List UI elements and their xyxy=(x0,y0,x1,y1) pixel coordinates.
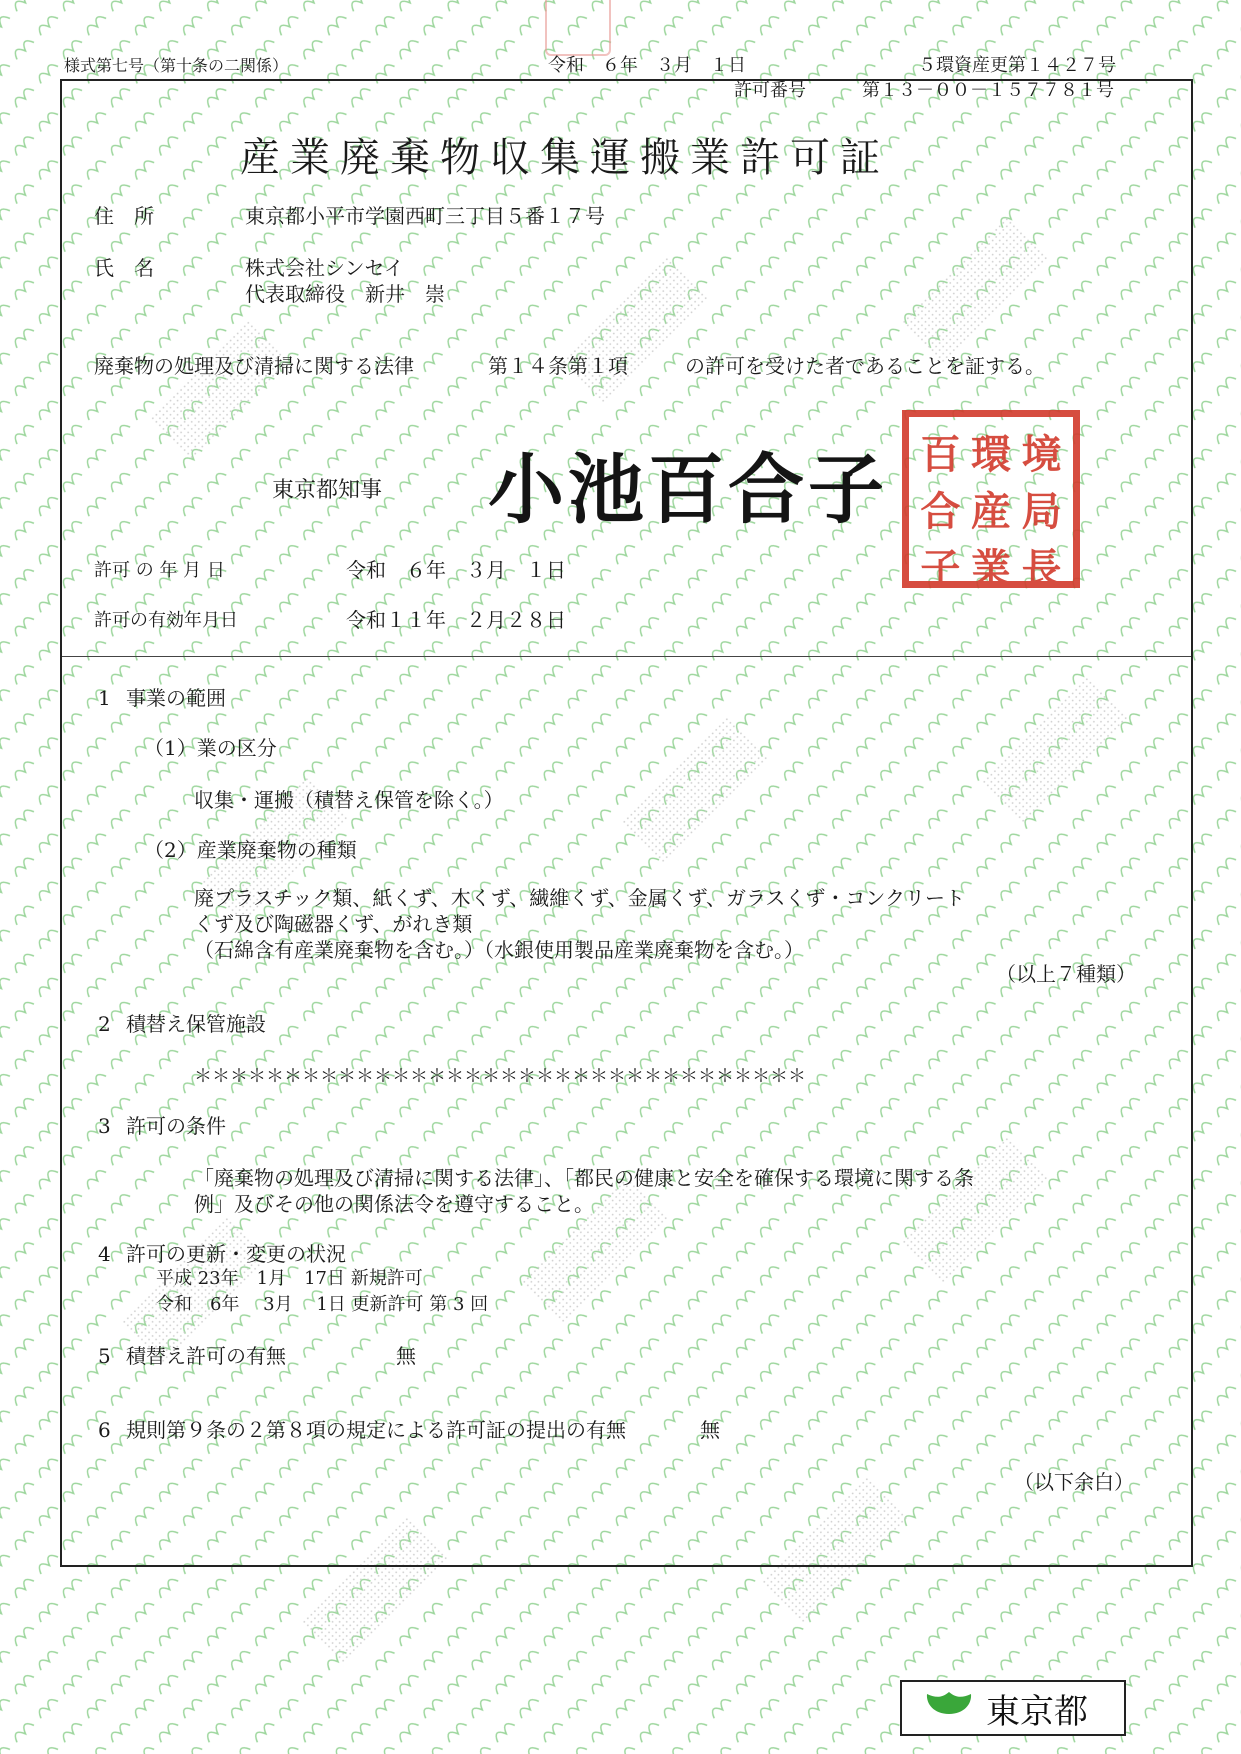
permit-number: 第１３－００－１５７７８１号 xyxy=(862,80,1114,101)
seal-char: 環 xyxy=(970,431,1011,478)
section-6-title: 規則第９条の２第８項の規定による許可証の提出の有無 xyxy=(126,1418,626,1442)
address-label: 住 所 xyxy=(94,204,154,228)
section-1-2-label: （2）産業廃棄物の種類 xyxy=(144,838,357,862)
section-1-title: 事業の範囲 xyxy=(126,686,226,710)
permit-number-label: 許可番号 xyxy=(734,80,806,101)
seal-char: 合 xyxy=(920,488,961,535)
closing-remark: （以下余白） xyxy=(1014,1470,1134,1494)
section-3-title: 許可の条件 xyxy=(126,1114,226,1138)
issue-date: 令和 ６年 ３月 １日 xyxy=(548,55,746,76)
seal-char: 局 xyxy=(1021,488,1062,535)
law-name: 廃棄物の処理及び清掃に関する法律 xyxy=(94,354,414,378)
section-3-number: 3 xyxy=(98,1114,111,1138)
section-1-number: 1 xyxy=(98,686,111,710)
section-5-title: 積替え許可の有無 xyxy=(126,1344,286,1368)
certification-statement: の許可を受けた者であることを証する。 xyxy=(685,354,1045,378)
history-line-2: 令和 6年 3月 1日 更新許可 第 3 回 xyxy=(156,1294,489,1315)
seal-char: 産 xyxy=(970,488,1011,535)
address-value: 東京都小平市学園西町三丁目５番１７号 xyxy=(245,204,605,228)
section-4-number: 4 xyxy=(98,1242,111,1266)
waste-types-line-1: 廃プラスチック類、紙くず、木くず、繊維くず、金属くず、ガラスくず・コンクリート xyxy=(194,886,965,910)
company-name: 株式会社シンセイ xyxy=(245,256,404,280)
permit-date: 令和 ６年 ３月 １日 xyxy=(346,558,566,582)
section-5-value: 無 xyxy=(396,1344,416,1368)
history-line-1: 平成 23年 1月 17日 新規許可 xyxy=(156,1268,423,1289)
section-6-value: 無 xyxy=(700,1418,720,1442)
section-2-title: 積替え保管施設 xyxy=(126,1012,266,1036)
issuer-title: 東京都知事 xyxy=(272,478,383,503)
section-6-number: 6 xyxy=(98,1418,111,1442)
seal-char: 百 xyxy=(920,431,961,478)
page-title: 産業廃棄物収集運搬業許可証 xyxy=(240,135,890,181)
expiry-date-label: 許可の有効年月日 xyxy=(94,610,238,631)
permit-date-label: 許可 の 年 月 日 xyxy=(94,560,225,581)
seal-char: 長 xyxy=(1021,545,1062,592)
waste-types-line-3: （石綿含有産業廃棄物を含む。）（水銀使用製品産業廃棄物を含む。） xyxy=(194,938,804,962)
section-4-title: 許可の更新・変更の状況 xyxy=(126,1242,346,1266)
document-number: ５環資産更第１４２７号 xyxy=(918,55,1116,76)
name-label: 氏 名 xyxy=(94,256,154,280)
section-5-number: 5 xyxy=(98,1344,111,1368)
seal-char: 子 xyxy=(920,545,961,592)
section-1-1-label: （1）業の区分 xyxy=(144,736,277,760)
official-seal xyxy=(902,410,1080,592)
waste-types-count: （以上７種類） xyxy=(996,962,1136,986)
expiry-date: 令和１１年 ２月２８日 xyxy=(346,608,566,632)
section-1-1-text: 収集・運搬（積替え保管を除く。） xyxy=(194,788,504,812)
tokyo-metropolitan-logo xyxy=(900,1680,1126,1736)
seal-char: 境 xyxy=(1021,431,1062,478)
seal-char: 業 xyxy=(970,545,1011,592)
ginkgo-leaf-icon xyxy=(924,1688,974,1728)
law-article: 第１４条第１項 xyxy=(488,354,628,378)
representative-name: 代表取締役 新井 崇 xyxy=(245,282,445,306)
governor-signature: 小池百合子 xyxy=(488,445,888,534)
storage-facility-placeholder: ＊＊＊＊＊＊＊＊＊＊＊＊＊＊＊＊＊＊＊＊＊＊＊＊＊＊＊＊＊＊＊＊＊＊ xyxy=(194,1066,806,1087)
conditions-line-2: 例」及びその他の関係法令を遵守すること。 xyxy=(194,1192,594,1216)
waste-types-line-2: くず及び陶磁器くず、がれき類 xyxy=(194,912,473,936)
form-label: 様式第七号（第十条の二関係） xyxy=(64,56,289,75)
section-2-number: 2 xyxy=(98,1012,111,1036)
logo-text: 東京都 xyxy=(986,1691,1088,1732)
conditions-line-1: 「廃棄物の処理及び清掃に関する法律」、「都民の健康と安全を確保する環境に関する条 xyxy=(194,1166,974,1190)
